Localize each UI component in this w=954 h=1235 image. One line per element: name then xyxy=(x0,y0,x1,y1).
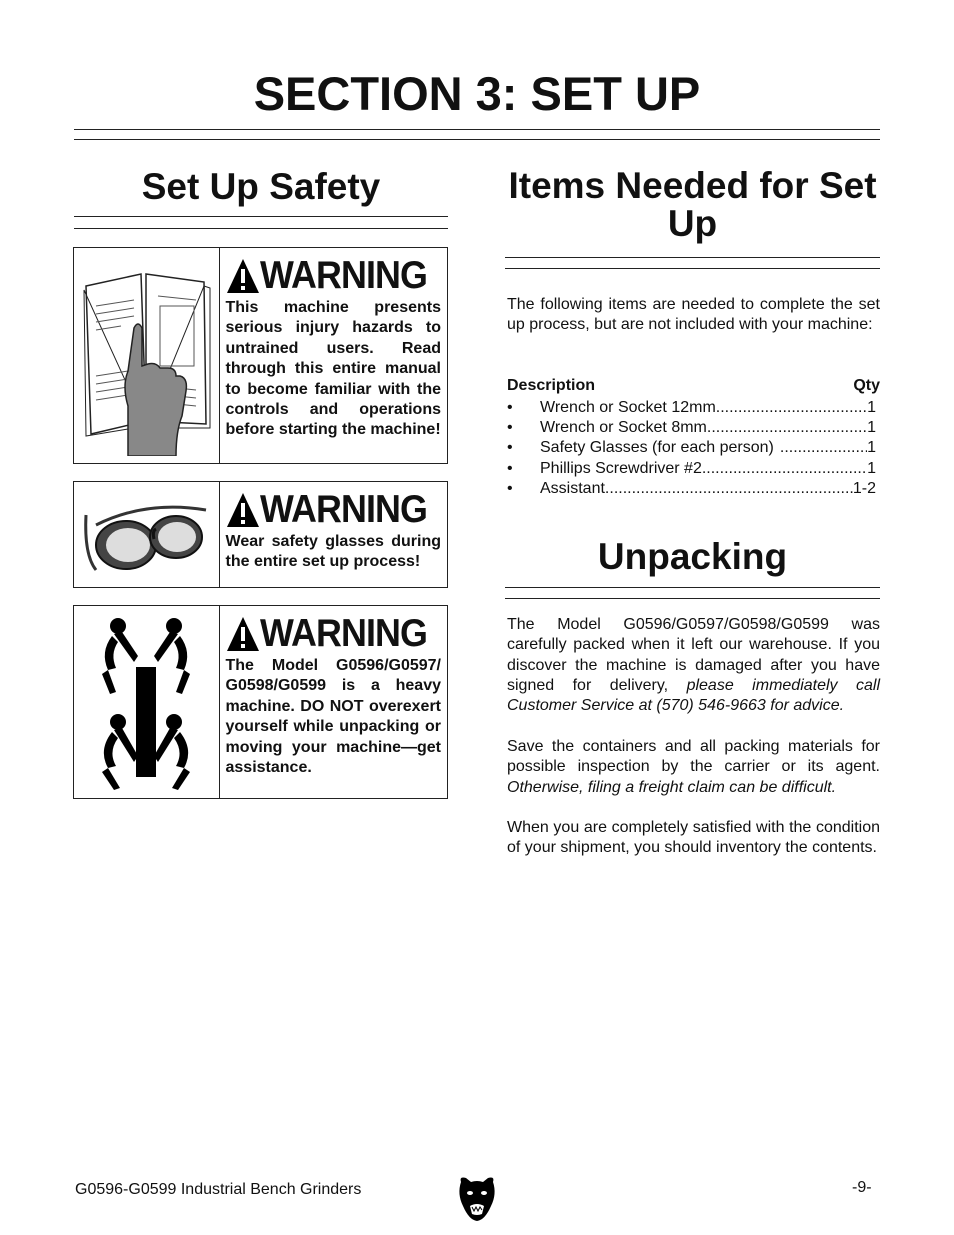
unpacking-heading: Unpacking xyxy=(597,536,788,577)
warning-text: Wear safety glasses during the entire set up process! xyxy=(225,533,441,571)
item-name: Wrench or Socket 12mm xyxy=(540,399,716,416)
safety-glasses-icon xyxy=(74,482,220,587)
bear-logo-icon xyxy=(457,1176,497,1222)
warning-triangle-icon xyxy=(226,615,260,653)
warning-triangle-icon xyxy=(226,257,260,295)
bullet: • xyxy=(507,419,513,436)
warning-box-heavy xyxy=(73,605,448,799)
item-qty: 1 xyxy=(867,439,876,456)
divider xyxy=(74,228,448,229)
items-table-header xyxy=(507,377,880,395)
unpacking-paragraph-3: When you are completely satisfied with the condition of your shipment, you should inventory the contents. xyxy=(507,819,880,857)
bullet: • xyxy=(507,399,513,416)
divider xyxy=(505,268,880,269)
list-item xyxy=(507,479,880,499)
divider xyxy=(74,129,880,130)
item-name: Safety Glasses (for each person) xyxy=(540,439,774,456)
bullet: • xyxy=(507,439,513,456)
warning-box-manual xyxy=(73,247,448,464)
section-title: SECTION 3: SET UP xyxy=(253,67,701,120)
qty-header: Qty xyxy=(853,377,880,394)
warning-label: WARNING xyxy=(259,254,427,297)
item-qty: 1 xyxy=(867,399,876,416)
items-needed-heading: Items Needed for Set Up xyxy=(508,165,877,244)
description-header: Description xyxy=(507,377,596,394)
divider xyxy=(505,598,880,599)
divider xyxy=(74,139,880,140)
footer-title: G0596-G0599 Industrial Bench Grinders xyxy=(75,1181,362,1198)
manual-reading-icon xyxy=(74,248,220,463)
item-name: Wrench or Socket 8mm xyxy=(540,419,707,436)
divider xyxy=(505,587,880,588)
unpacking-paragraph-2: Save the containers and all packing materials for possible inspection by the carrier or its agent. Otherwise, filing a freight claim can be difficult. xyxy=(507,738,880,796)
item-qty: 1 xyxy=(867,419,876,436)
page-number: -9- xyxy=(852,1179,872,1196)
unpacking-paragraph-1: The Model G0596/G0597/G0598/G0599 was carefully packed when it left our warehouse. If you discover the machine is damaged after you have signed for delivery, please immediately call Customer Service at (570) 546-9663 for advice. xyxy=(507,616,881,715)
set-up-safety-heading: Set Up Safety xyxy=(141,166,381,207)
divider xyxy=(74,216,448,217)
bullet: • xyxy=(507,480,513,497)
two-person-lift-icon xyxy=(74,606,220,798)
list-item xyxy=(507,438,880,458)
warning-label: WARNING xyxy=(259,488,427,531)
item-qty: 1 xyxy=(867,460,876,477)
item-qty: 1-2 xyxy=(852,480,876,497)
item-name: Assistant xyxy=(540,480,605,497)
warning-box-glasses xyxy=(73,481,448,588)
warning-triangle-icon xyxy=(226,491,260,529)
warning-label: WARNING xyxy=(259,612,427,655)
divider xyxy=(505,257,880,258)
item-name: Phillips Screwdriver #2 xyxy=(540,460,702,477)
warning-text: The Model G0596/G0597/ G0598/G0599 is a heavy machine. DO NOT overexert yourself while unpacking or moving your machine—get assistance. xyxy=(225,657,441,777)
list-item xyxy=(507,398,880,418)
items-intro: The following items are needed to complete the set up process, but are not included with your machine: xyxy=(507,296,880,334)
list-item xyxy=(507,418,880,438)
bullet: • xyxy=(507,460,513,477)
warning-text: This machine presents serious injury hazards to untrained users. Read through this entire manual to become familiar with the controls and operations before starting the machine! xyxy=(225,299,441,439)
list-item xyxy=(507,459,880,479)
